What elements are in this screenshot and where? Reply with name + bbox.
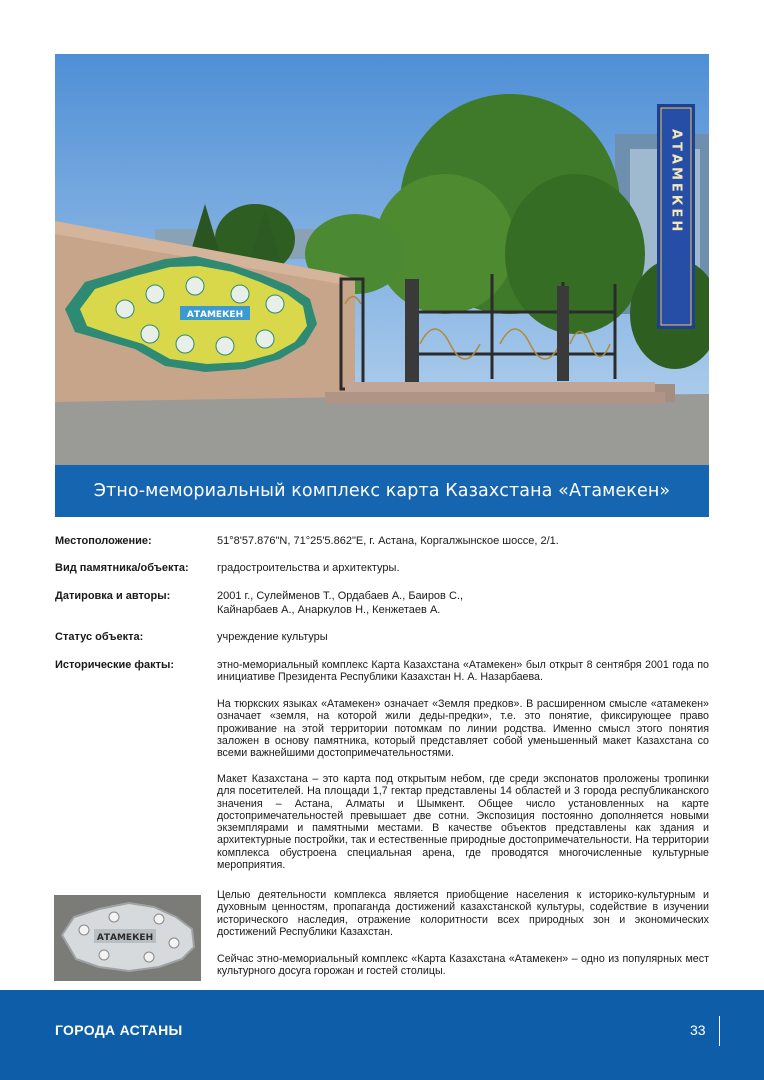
field-value-line: 2001 г., Сулейменов Т., Ордабаев А., Баиров С.,: [217, 590, 464, 602]
thumbnail-photo: [54, 895, 201, 981]
page-divider: [719, 1016, 720, 1046]
footer-title: ГОРОДА АСТАНЫ: [55, 1022, 183, 1038]
field-label: Местоположение:: [55, 535, 152, 547]
field-value-line: Кайнарбаев А., Анаркулов Н., Кенжетаев А.: [217, 603, 441, 616]
field-label: Вид памятника/объекта:: [55, 562, 189, 574]
field-label: Датировка и авторы:: [55, 590, 171, 602]
page-number: 33: [690, 1022, 706, 1038]
field-label: Статус объекта:: [55, 631, 144, 643]
field-value: учреждение культуры: [217, 631, 328, 643]
hero-photo: [55, 54, 709, 465]
field-value: 51°8'57.876"N, 71°25'5.862"E, г. Астана, Коргалжынское шоссе, 2/1.: [217, 535, 559, 547]
steps: [325, 392, 665, 404]
paragraph: Целью деятельности комплекса является приобщение населения к историко-культурным и духовным ценностям, пропаганда достижений казахстанской культуры, содействие в изучении исторического наследия, отражение колоритности всех природных зон и экономических достижений Республики Казахстан.: [217, 889, 709, 938]
field-value: [217, 590, 709, 617]
paragraph: Сейчас этно-мемориальный комплекс «Карта Казахстана «Атамекен» – одно из популярных мест культурного досуга горожан и гостей столицы.: [217, 953, 709, 978]
wall-map-sign: АТАМЕКЕН: [186, 310, 244, 320]
title-band: [55, 465, 709, 517]
paragraph: На тюркских языках «Атамекен» означает «Земля предков». В расширенном смысле «атамекен» означает «земля, на которой жили деды-предки», т.е. это понятие, фиксирующее право проживание на этой территории потомкам по линии родства. Именно смысл этого понятия заложен в основу памятника, который представляет собой уменьшенный макет Казахстана со всеми важнейшими достопримечательностями.: [217, 698, 709, 760]
page-title: Этно-мемориальный комплекс карта Казахстана «Атамекен»: [93, 481, 671, 501]
tower-sign-text: АТАМЕКЕН: [668, 129, 684, 235]
field-label: Исторические факты:: [55, 659, 175, 671]
paragraph: этно-мемориальный комплекс Карта Казахстана «Атамекен» был открыт 8 сентября 2001 года по инициативе Президента Республики Казахстан Н. А. Назарбаева.: [217, 659, 709, 684]
footer: [0, 990, 764, 1080]
thumbnail-sign: АТАМЕКЕН: [96, 933, 154, 943]
paragraph: Макет Казахстана – это карта под открытым небом, где среди экспонатов проложены тропинки для посетителей. На площади 1,7 гектар представлены 14 областей и 3 города республиканского значения – Астана, Алматы и Шымкент. Общее число установленных на карте достопримечательностей превышает две сотни. Экспозиция постоянно дополняется новыми экземплярами и памятными местами. В качестве объектов представлены как здания и архитектурные постройки, так и естественные природные достопримечательности. На территории комплекса обустроена специальная арена, где проводятся многочисленные культурные мероприятия.: [217, 773, 709, 872]
field-value: градостроительства и архитектуры.: [217, 562, 400, 574]
